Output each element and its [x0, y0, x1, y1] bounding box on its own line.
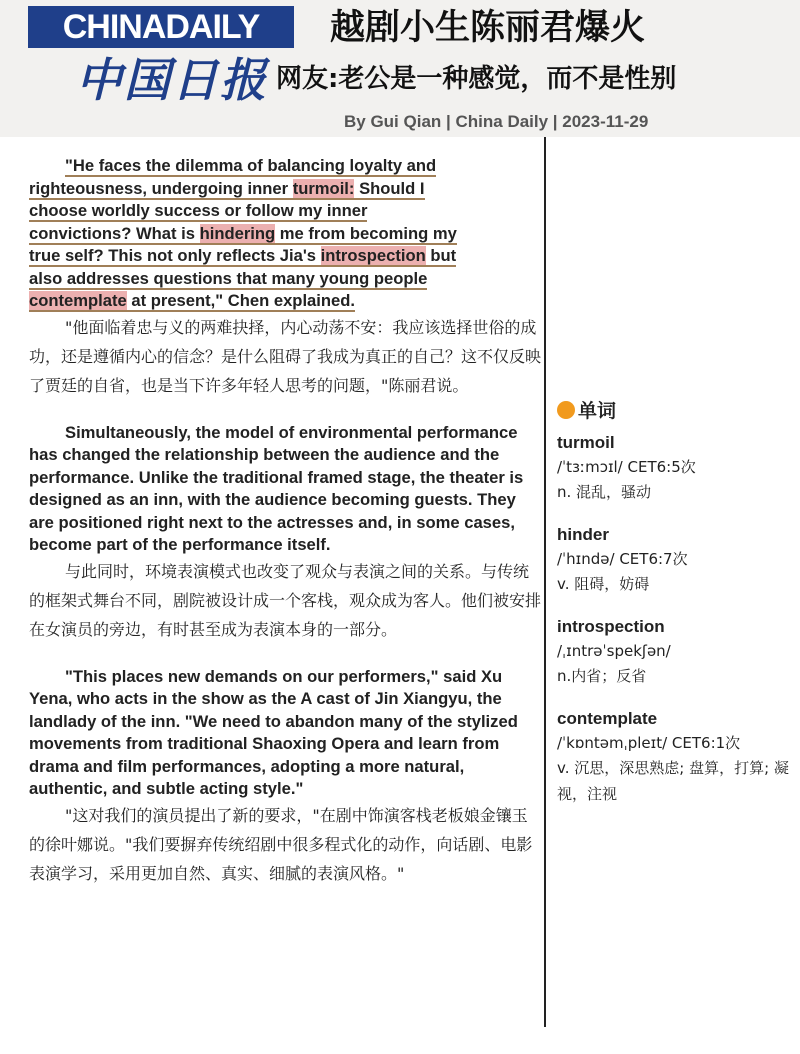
vocab-phonetic: /ˈtɜːmɔɪl/ CET6:5次	[557, 458, 696, 476]
paragraph-1-en	[29, 155, 541, 313]
sentence-segment: choose worldly success or follow my inner	[29, 201, 368, 220]
paragraph-2-zh: 与此同时，环境表演模式也改变了观众与表演之间的关系。与传统的框架式舞台不同，剧院被设计成一个客栈，观众成为客人。他们被安排在女演员的旁边，有时甚至成为表演本身的一部分。	[29, 561, 542, 639]
highlight-introspection[interactable]: introspection	[320, 246, 426, 265]
china-daily-logo-cn: 中国日报	[76, 53, 268, 107]
orange-circle-icon	[557, 401, 575, 419]
sentence-segment: true self? This not only reflects Jia's	[29, 246, 321, 265]
article-body	[29, 155, 541, 888]
vocab-word: hinder	[557, 525, 609, 544]
sentence-segment: Should I	[354, 178, 425, 198]
vocab-definition: n.内省；反省	[557, 667, 647, 685]
sentence-segment: righteousness, undergoing inner	[29, 178, 293, 198]
sentence-segment: but	[425, 246, 457, 265]
page-title: 越剧小生陈丽君爆火	[330, 8, 646, 48]
vocab-phonetic: /ˈkɒntəmˌpleɪt/ CET6:1次	[557, 734, 741, 752]
vocab-word: introspection	[557, 617, 665, 636]
vocabulary-heading	[557, 396, 793, 423]
paragraph-gap	[29, 644, 541, 666]
vocab-definition: v. 沉思，深思熟虑; 盘算，打算; 凝视，注视	[557, 759, 789, 803]
vocab-entry-contemplate	[557, 707, 793, 807]
paragraph-3-zh: "这对我们的演员提出了新的要求，"在剧中饰演客栈老板娘金镶玉的徐叶娜说。"我们要摒弃传统绍剧中很多程式化的动作，向话剧、电影表演学习，采用更加自然、真实、细腻的表演风格。"	[29, 805, 533, 883]
sentence-segment: also addresses questions that many young people	[29, 268, 428, 288]
vocab-entry-introspection	[557, 615, 793, 689]
vocab-word: contemplate	[557, 709, 658, 728]
vocab-phonetic: /ˈhɪndə/ CET6:7次	[557, 550, 688, 568]
highlight-turmoil[interactable]: turmoil:	[292, 178, 355, 198]
highlight-hindering[interactable]: hindering	[199, 223, 276, 243]
vocab-phonetic: /ˌɪntrəˈspekʃən/	[557, 642, 671, 660]
sentence-segment: "He faces the dilemma of balancing loyalty and	[65, 156, 437, 175]
column-divider	[544, 137, 546, 1027]
sentence-segment: convictions? What is	[29, 223, 200, 243]
vocab-entry-turmoil	[557, 431, 793, 505]
sentence-segment: at present," Chen explained.	[126, 291, 356, 310]
sentence-segment: me from becoming my	[275, 223, 457, 243]
paragraph-gap	[29, 400, 541, 422]
logo-text-en: CHINADAILY	[62, 7, 260, 46]
byline: By Gui Qian | China Daily | 2023-11-29	[344, 112, 649, 131]
china-daily-logo[interactable]	[28, 6, 294, 48]
vocabulary-panel	[557, 396, 793, 825]
vocab-definition: n. 混乱，骚动	[557, 483, 652, 501]
paragraph-3-en: "This places new demands on our performers," said Xu Yena, who acts in the show as the A cast of Jin Xiangyu, the landlady of the inn. "We need to abandon many of the stylized movements from traditional Shaoxing Opera and learn from drama and film performances, adopting a more natural, authentic, and subtle acting style."	[29, 666, 518, 798]
page-subtitle: 网友:老公是一种感觉，而不是性别	[276, 64, 677, 94]
vocabulary-heading-label: 单词	[578, 400, 617, 422]
highlight-contemplate[interactable]: contemplate	[29, 291, 127, 310]
header	[0, 0, 800, 137]
paragraph-1-zh: "他面临着忠与义的两难抉择，内心动荡不安：我应该选择世俗的成功，还是遵循内心的信念？是什么阻碍了我成为真正的自己？这不仅反映了贾廷的自省，也是当下许多年轻人思考的问题，"陈丽君说。	[29, 317, 542, 395]
vocab-definition: v. 阻碍，妨碍	[557, 575, 650, 593]
paragraph-2-en: Simultaneously, the model of environmental performance has changed the relationship between the audience and the performance. Unlike the traditional framed stage, the theater is designed as an inn, with the audience becoming guests. They are positioned right next to the actresses and, in some cases, become part of the performance itself.	[29, 422, 524, 554]
vocab-word: turmoil	[557, 433, 615, 452]
vocab-entry-hinder	[557, 523, 793, 597]
